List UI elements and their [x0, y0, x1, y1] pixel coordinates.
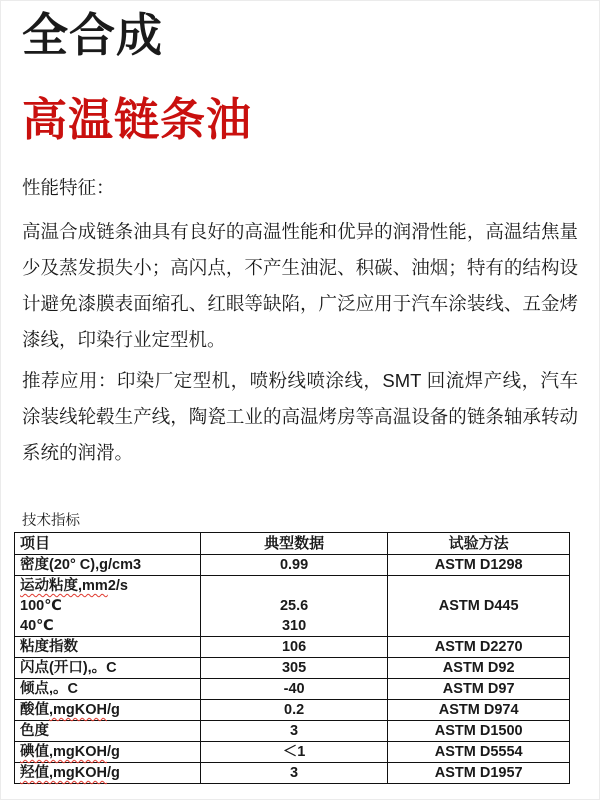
cell-line: 100℃: [20, 598, 62, 614]
table-row: [15, 637, 570, 658]
cell-line: 310: [281, 618, 307, 634]
cell-property: [15, 555, 201, 576]
spellcheck-underlined-text: 运动粘度,mm: [20, 578, 108, 594]
cell-property: [15, 679, 201, 700]
table-row: [15, 721, 570, 742]
column-header: 项目: [15, 533, 201, 555]
cell-line: [206, 576, 382, 596]
performance-heading: 性能特征：: [22, 177, 115, 198]
column-header: 典型数据: [200, 533, 387, 555]
column-header: 试验方法: [388, 533, 570, 555]
label-text: 闪点(开口),。C: [20, 660, 117, 676]
cell-typical-value: -40: [200, 679, 387, 700]
spec-table: [14, 532, 570, 784]
table-row: [15, 679, 570, 700]
spellcheck-underlined-text: 碘值,mgKOH: [20, 744, 107, 760]
cell-line: [20, 576, 195, 596]
cell-property: [15, 576, 201, 637]
table-row: [15, 700, 570, 721]
spec-table-caption: 技术指标: [22, 513, 80, 529]
cell-test-method: ASTM D97: [388, 679, 570, 700]
performance-paragraph: 高温合成链条油具有良好的高温性能和优异的润滑性能，高温结焦量少及蒸发损失小；高闪点，不产生油泥、积碳、油烟；特有的结构设计避免漆膜表面缩孔、红眼等缺陷，广泛应用于汽车涂装线、五金烤漆线，印染行业定型机。: [22, 221, 578, 350]
cell-line: 40℃: [20, 618, 54, 634]
label-text: /g: [107, 744, 120, 760]
table-row: [15, 576, 570, 637]
cell-test-method: ASTM D445: [388, 576, 570, 637]
cell-typical-value: 305: [200, 658, 387, 679]
cell-test-method: ASTM D2270: [388, 637, 570, 658]
cell-test-method: ASTM D1957: [388, 763, 570, 784]
cell-test-method: ASTM D5554: [388, 742, 570, 763]
cell-typical-value: 106: [200, 637, 387, 658]
label-text: 密度(20° C),g/cm3: [20, 557, 142, 573]
label-text: 粘度指数: [20, 639, 78, 655]
spellcheck-underlined-text: 羟值,mgKOH: [20, 765, 107, 781]
cell-typical-value: [200, 576, 387, 637]
label-text: /g: [107, 702, 120, 718]
cell-test-method: ASTM D974: [388, 700, 570, 721]
cell-property: [15, 721, 201, 742]
cell-property: [15, 637, 201, 658]
spellcheck-underlined-text: ,mgKOH: [49, 702, 107, 718]
table-row: [15, 555, 570, 576]
cell-line: 25.6: [279, 598, 309, 614]
product-title-line1: 全合成: [22, 9, 163, 61]
cell-property: [15, 700, 201, 721]
label-text: /g: [107, 765, 120, 781]
label-text: 2/s: [107, 578, 128, 594]
cell-property: [15, 763, 201, 784]
cell-typical-value: 3: [200, 721, 387, 742]
table-row: [15, 742, 570, 763]
table-row: [15, 763, 570, 784]
spec-table-body: [15, 555, 570, 784]
label-text: 酸值: [20, 702, 49, 718]
cell-typical-value: 0.2: [200, 700, 387, 721]
cell-test-method: ASTM D1500: [388, 721, 570, 742]
application-paragraph: 推荐应用：印染厂定型机，喷粉线喷涂线，SMT 回流焊产线，汽车涂装线轮毂生产线，陶瓷工业的高温烤房等高温设备的链条轴承转动系统的润滑。: [22, 370, 578, 463]
cell-property: [15, 742, 201, 763]
cell-typical-value: 3: [200, 763, 387, 784]
cell-test-method: ASTM D92: [388, 658, 570, 679]
cell-test-method: ASTM D1298: [388, 555, 570, 576]
cell-typical-value: ＜1: [200, 742, 387, 763]
label-text: 色度: [20, 723, 49, 739]
product-title-line2: 高温链条油: [22, 94, 253, 145]
label-text: 倾点,。C: [20, 681, 78, 697]
cell-property: [15, 658, 201, 679]
header-row: [15, 533, 570, 555]
spec-table-head: [15, 533, 570, 555]
table-row: [15, 658, 570, 679]
cell-typical-value: 0.99: [200, 555, 387, 576]
